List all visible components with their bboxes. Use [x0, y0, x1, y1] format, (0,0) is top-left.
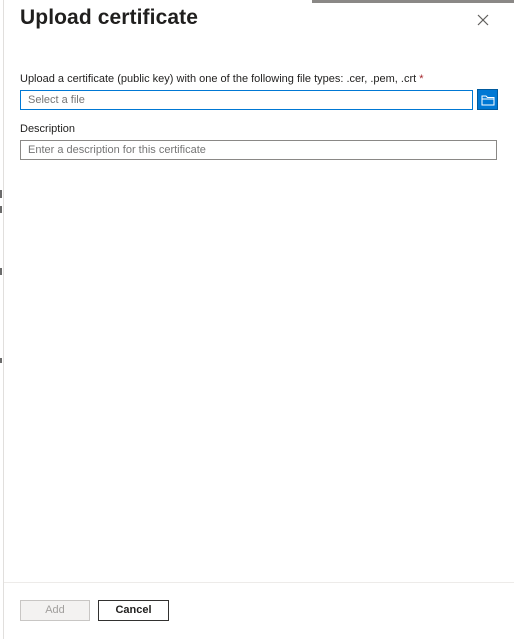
cancel-button[interactable]: Cancel	[98, 600, 169, 621]
file-field-label	[20, 73, 423, 85]
select-file-input[interactable]	[20, 90, 473, 110]
description-label: Description	[20, 123, 76, 135]
background-text-fragment	[0, 358, 2, 363]
folder-icon	[481, 94, 495, 106]
upload-certificate-panel	[3, 0, 514, 639]
background-text-fragment	[0, 206, 2, 213]
description-input[interactable]	[20, 140, 497, 160]
add-button[interactable]: Add	[20, 600, 90, 621]
file-field-label-text: Upload a certificate (public key) with one of the following file types: .cer, .pem, .crt	[20, 73, 417, 85]
browse-file-button[interactable]	[477, 89, 498, 110]
footer-divider	[4, 582, 514, 583]
close-icon	[474, 11, 492, 29]
panel-title: Upload certificate	[20, 6, 199, 29]
required-marker: *	[419, 73, 424, 85]
top-strip	[312, 0, 514, 3]
background-text-fragment	[0, 190, 2, 198]
background-text-fragment	[0, 268, 2, 275]
close-button[interactable]	[474, 11, 492, 29]
